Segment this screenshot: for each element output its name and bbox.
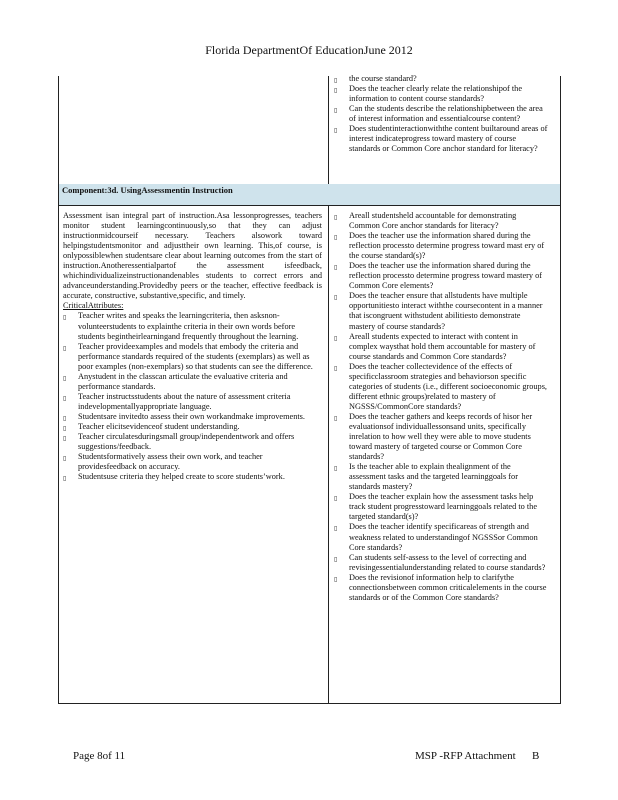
list-item-text: Teacher instructsstudents about the nature of assessment criteria indevelopmentallyappropriate language. [78,391,291,411]
checkbox-icon: ▯ [63,476,67,483]
list-item [334,291,548,331]
list-item-text: Studentsformatively assess their own work, and teacher providesfeedback on accuracy. [78,452,263,472]
list-item-text: Teacher provideexamples and models that embody the criteria and performance standards required of the students (exemplars) as well as poor examples (non-exemplars) so that students can see the difference. [78,341,313,371]
list-item-text: Is the teacher able to explain thealignment of the assessment tasks and the targeted learninggoals for standards mastery? [349,462,518,492]
checkbox-icon: ▯ [334,415,338,422]
list-item [334,211,548,231]
list-item [334,462,548,492]
list-item-text: Does the revisionof information help to clarifythe connectionsbetween common criticalelements in the course standards or of the Common Core standards? [349,572,547,602]
list-item-text: Does the teacher explain how the assessment tasks help track student progresstoward learninggoals related to the targeted standard(s)? [349,492,538,522]
checkbox-icon: ▯ [334,556,338,563]
list-item-text: Does the teacher collectevidence of the effects of specificclassroom strategies and behaviorson specific categories of students (i.e., different socioeconomic groups, different ethnic groups)related to mastery of NGSSS/CommonCore standards? [349,361,547,411]
list-item-text: Does the teacher ensure that allstudents have multiple opportunitiesto interact withthe coursecontent in a manner that iscongruent withstudent abilitiesto demonstrate mastery of course standards? [349,291,543,331]
list-item-text: Does the teacher clearly relate the relationshipof the information to content course standards? [349,84,522,104]
list-item-text: Studentsare invitedto assess their own workandmake improvements. [78,411,305,421]
footer-page-number: Page 8of 11 [73,750,126,762]
list-item-text: Can the students describe the relationshipbetween the area of interest information and essentialcourse content? [349,104,543,124]
list-item [63,392,322,412]
table-right-border [560,76,561,704]
checkbox-icon: ▯ [63,315,67,322]
list-item-text: Anystudent in the classcan articulate the evaluative criteria and performance standards. [78,371,288,391]
list-item [334,362,548,412]
table-divider [328,206,329,704]
checkbox-icon: ▯ [334,335,338,342]
table-rule [58,703,561,704]
page-header: Florida DepartmentOf EducationJune 2012 [205,43,413,57]
list-item-text: Teacher elicitsevidenceof student understanding. [78,421,240,431]
list-item-text: Areall students expected to interact with content in complex waysthat hold them accountable for mastery of course standards and Common Core standards? [349,331,536,361]
footer-attachment: MSP -RFP Attachment [415,750,516,762]
top-right-question-list [334,74,548,154]
assessment-paragraph: Assessment isan integral part of instruction.Asa lessonprogresses, teachers monitor student learningcontinuously,so that they can adjust instructionmidcourseif necessary. Teachers alsowork toward helpingstudentsmonitor and adjusttheir own learning. This,of course, is onlypossiblewhen studentsare clear about learning outcomes from the start of instruction.Anotheressentialpartof the assessment isfeedback, whichindividualizeinstructionandenables students to correct errors and advanceunderstanding.Providedby peers or the teacher, effective feedback is accurate, constructive, substantive,specific, and timely. [63,211,322,301]
checkbox-icon: ▯ [334,235,338,242]
list-item [334,522,548,552]
list-item [63,412,322,422]
list-item [334,104,548,124]
list-item [334,332,548,362]
list-item [63,452,322,472]
list-item [63,342,322,372]
list-item-text: Does the teacher use the information shared during the reflection processto determine progress toward mast ery of the course standard(s)? [349,231,545,261]
critical-attributes-label: CriticalAttributes: [63,301,124,311]
list-item-text: Does the teacher use the information shared during the reflection processto determine progress toward mastery of Common Core elements? [349,261,543,291]
list-item-text: Teacher writes and speaks the learningcriteria, then asksnon-volunteerstudents to explainthe criteria in their own words before students begintheirlearningand frequently throughout the learning. [78,311,299,341]
list-item [334,412,548,462]
right-cell [334,211,548,603]
list-item [334,74,548,84]
top-right-cell [334,74,548,154]
list-item [334,124,548,154]
left-cell [63,211,322,482]
list-item [334,231,548,261]
table-rule [58,205,561,206]
checkbox-icon: ▯ [334,576,338,583]
checkbox-icon: ▯ [334,365,338,372]
checkbox-icon: ▯ [334,128,338,135]
table-left-border [58,76,59,704]
checkbox-icon: ▯ [63,395,67,402]
checkbox-icon: ▯ [63,345,67,352]
right-question-list [334,211,548,603]
list-item [63,472,322,482]
list-item [334,261,548,291]
checkbox-icon: ▯ [334,88,338,95]
checkbox-icon: ▯ [334,526,338,533]
list-item-text: Does the teacher gathers and keeps records of hisor her evaluationsof individuallessonsand units, specifically inrelation to how well they were able to move students toward mastery of targeted course or Common Core standards? [349,411,533,462]
list-item-text: Teacher circulatesduringsmall group/independentwork and offers suggestions/feedback. [78,432,295,452]
list-item-text: Does the teacher identify specificareas of strength and weakness related to understandingof NGSSSor Common Core standards? [349,522,538,552]
footer-attachment-letter: B [532,750,540,762]
list-item-text: Studentsuse criteria they helped create to score students’work. [78,472,285,482]
table-divider [328,76,329,184]
checkbox-icon: ▯ [63,375,67,382]
checkbox-icon: ▯ [63,436,67,443]
checkbox-icon: ▯ [63,456,67,463]
list-item [334,553,548,573]
component-heading: Component:3d. UsingAssessmentin Instruction [59,184,560,205]
list-item [63,311,322,341]
critical-attributes-list [63,311,322,482]
list-item [334,84,548,104]
list-item [334,492,548,522]
checkbox-icon: ▯ [334,466,338,473]
list-item [63,422,322,432]
checkbox-icon: ▯ [63,425,67,432]
checkbox-icon: ▯ [334,295,338,302]
checkbox-icon: ▯ [63,415,67,422]
checkbox-icon: ▯ [334,265,338,272]
checkbox-icon: ▯ [334,215,338,221]
list-item [63,372,322,392]
list-item [334,573,548,603]
checkbox-icon: ▯ [334,496,338,503]
checkbox-icon: ▯ [334,78,338,84]
list-item [63,432,322,452]
list-item-text: Does studentinteractionwiththe content builtaround areas of interest indicateprogress toward mastery of course standards or Common Core anchor standard for literacy? [349,124,548,154]
list-item-text: the course standard? [349,74,417,83]
list-item-text: Can students self-assess to the level of correcting and revisingessentialunderstanding related to course standards? [349,552,546,572]
list-item-text: Areall studentsheld accountable for demonstrating Common Core anchor standards for literacy? [349,211,517,231]
checkbox-icon: ▯ [334,108,338,115]
